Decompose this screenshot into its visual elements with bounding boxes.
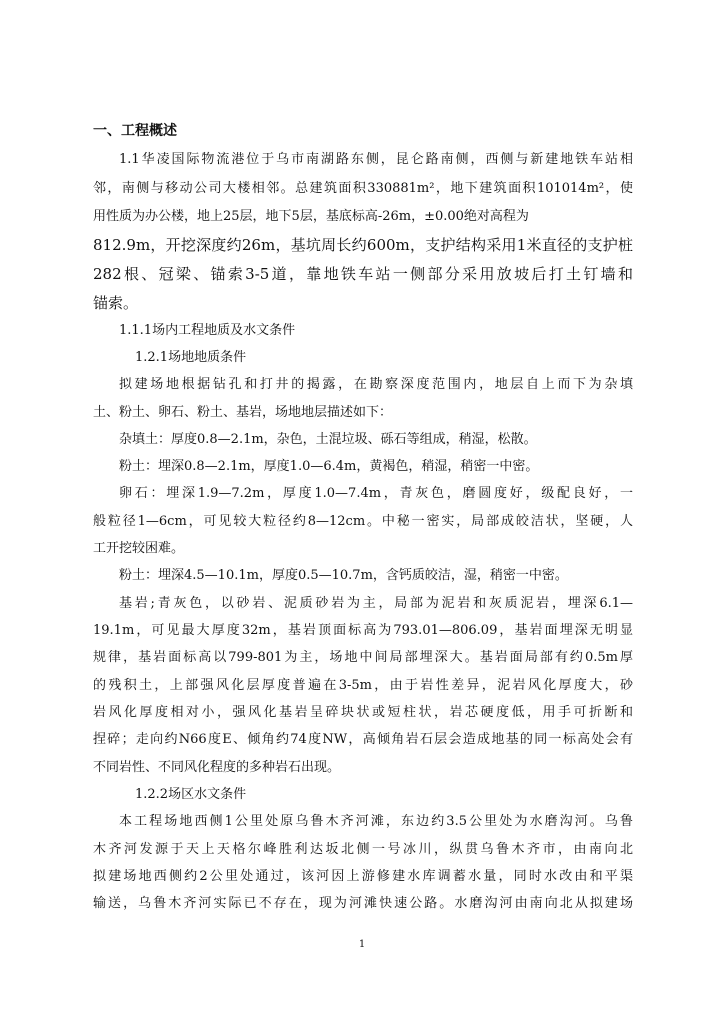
silt-line-2: 粉土：埋深4.5—10.1m，厚度0.5—10.7m，含钙质皎洁，湿，稍密一中密。 xyxy=(119,568,568,583)
overview-line-1: 1.1华凌国际物流港位于乌市南湖路东侧，昆仑路南侧，西侧与新建地铁车站相 xyxy=(119,152,633,167)
page-number: 1 xyxy=(358,939,366,950)
fill-soil-line: 杂填土：厚度0.8—2.1m，杂色，土混垃圾、砾石等组成，稍湿，松散。 xyxy=(119,432,537,447)
sub-heading-1-2-1: 1.2.1场地地质条件 xyxy=(135,350,247,365)
pebble-line-1: 卵石：埋深1.9—7.2m，厚度1.0—7.4m，青灰色，磨圆度好，级配良好，一 xyxy=(119,486,633,501)
geology-intro-line-2: 土、粉土、卵石、粉土、基岩，场地地层描述如下： xyxy=(93,405,393,420)
bedrock-line-4: 的残积土，上部强风化层厚度普遍在3-5m，由于岩性差异，泥岩风化厚度大，砂 xyxy=(93,678,633,693)
overview-line-5: 282根、冠梁、锚索3-5道，靠地铁车站一侧部分采用放坡后打土钉墙和 xyxy=(93,265,633,283)
bedrock-line-7: 不同岩性、不同风化程度的多种岩石出现。 xyxy=(93,760,341,775)
hydrology-line-2: 木齐河发源于天上天格尔峰胜利达坂北侧一号冰川，纵贯乌鲁木齐市，由南向北 xyxy=(93,842,633,857)
sub-heading-1-1-1: 1.1.1场内工程地质及水文条件 xyxy=(119,323,296,338)
overview-line-2: 邻，南侧与移动公司大楼相邻。总建筑面积330881m²，地下建筑面积101014m²，使 xyxy=(93,181,633,196)
bedrock-line-2: 19.1m，可见最大厚度32m，基岩顶面标高为793.01—806.09，基岩面埋深无明显 xyxy=(93,623,633,638)
bedrock-line-1: 基岩;青灰色，以砂岩、泥质砂岩为主，局部为泥岩和灰质泥岩，埋深6.1— xyxy=(119,596,633,611)
bedrock-line-6: 捏碎；走向约N66度E、倾角约74度NW，高倾角岩石层会造成地基的同一标高处会有 xyxy=(93,732,633,747)
hydrology-line-4: 输送，乌鲁木齐河实际已不存在，现为河滩快速公路。水磨沟河由南向北从拟建场 xyxy=(93,896,633,911)
bedrock-line-5: 岩风化厚度相对小，强风化基岩呈碎块状或短柱状，岩芯硬度低，用手可折断和 xyxy=(93,705,633,720)
pebble-line-2: 般粒径1—6cm，可见较大粒径约8—12cm。中秘一密实，局部成皎洁状，坚硬，人 xyxy=(93,514,633,529)
hydrology-line-1: 本工程场地西侧1公里处原乌鲁木齐河滩，东边约3.5公里处为水磨沟河。乌鲁 xyxy=(119,814,633,829)
bedrock-line-3: 规律，基岩面标高以799-801为主，场地中间局部埋深大。基岩面局部有约0.5m厚 xyxy=(93,650,633,665)
silt-line-1: 粉土：埋深0.8—2.1m，厚度1.0—6.4m，黄褐色，稍湿，稍密一中密。 xyxy=(119,459,539,474)
geology-intro-line-1: 拟建场地根据钻孔和打井的揭露，在勘察深度范围内，地层自上而下为杂填 xyxy=(119,377,633,392)
hydrology-line-3: 拟建场地西侧约2公里处通过，该河因上游修建水库调蓄水量，同时水改由和平渠 xyxy=(93,869,633,884)
section-heading: 一、工程概述 xyxy=(93,123,177,139)
pebble-line-3: 工开挖较困难。 xyxy=(93,541,185,556)
sub-heading-1-2-2: 1.2.2场区水文条件 xyxy=(135,787,247,802)
overview-line-6: 锚索。 xyxy=(93,294,139,312)
overview-line-3: 用性质为办公楼，地上25层，地下5层，基底标高-26m，±0.00绝对高程为 xyxy=(93,209,529,224)
overview-line-4: 812.9m，开挖深度约26m，基坑周长约600m，支护结构采用1米直径的支护桩 xyxy=(93,236,633,254)
